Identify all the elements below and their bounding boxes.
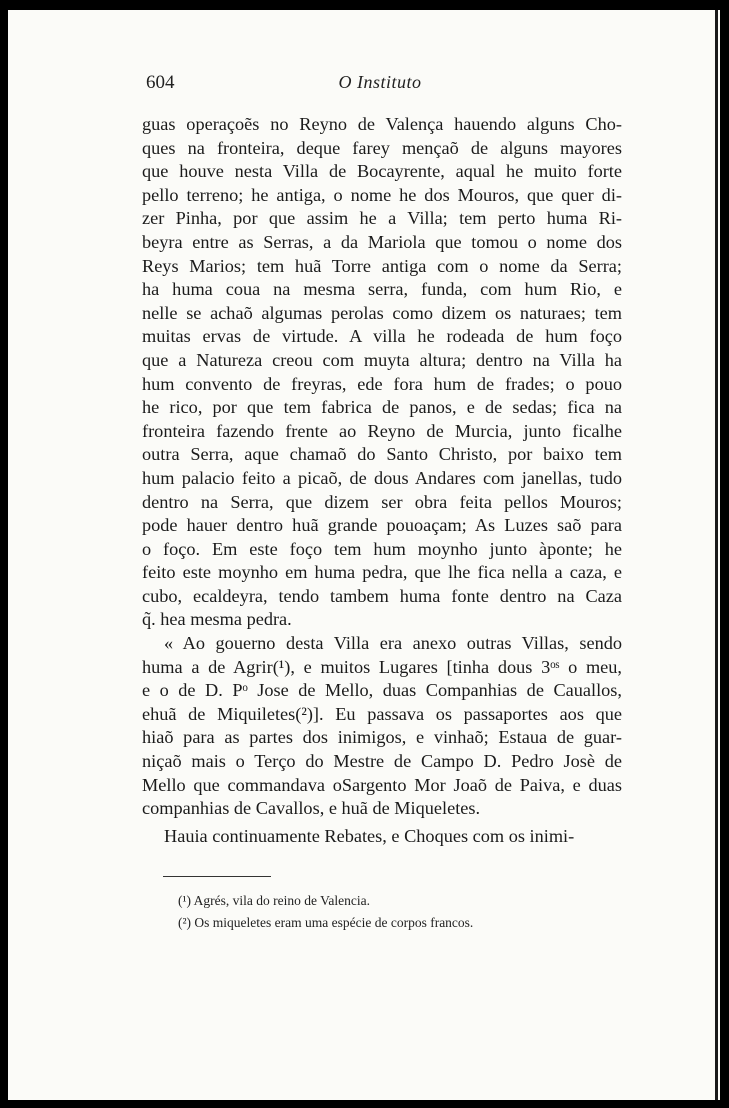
text-line: Mello que commandava oSargento Mor Joaõ de Paiva, e duas	[142, 774, 622, 795]
running-title: O Instituto	[338, 72, 422, 92]
text-line: ehuã de Miquiletes(²)]. Eu passava os passaportes aos que	[142, 703, 622, 724]
text-line: niçaõ mais o Terço do Mestre de Campo D. Pedro Josè de	[142, 751, 622, 772]
text-line: cubo, ecaldeyra, tendo tambem huma fonte dentro na Caza	[142, 585, 622, 606]
text-line: fronteira fazendo frente ao Reyno de Murcia, junto ficalhe	[142, 420, 622, 441]
text-line: huma a de Agrir(¹), e muitos Lugares [tinha dous 3ᵒˢ o meu,	[142, 656, 622, 677]
text-line: Hauia continuamente Rebates, e Choques com os inimi-	[164, 825, 575, 846]
text-line: que a Natureza creou com muyta altura; dentro na Villa ha	[142, 349, 622, 370]
text-line: feito este moynho em huma pedra, que lhe fica nella a caza, e	[142, 562, 622, 583]
text-line: ques na fronteira, deque farey mençaõ de alguns mayores	[142, 137, 622, 158]
footnote: (¹) Agrés, vila do reino de Valencia.	[178, 893, 370, 908]
body-text	[142, 113, 622, 848]
text-line: nelle se achaõ algumas perolas como dizem os naturaes; tem	[142, 302, 622, 323]
text-line: outra Serra, aque chamaõ do Santo Christo, por baixo tem	[142, 444, 622, 465]
text-line: dentro na Serra, que dizem ser obra feita pellos Mouros;	[142, 491, 622, 512]
text-line: beyra entre as Serras, a da Mariola que tomou o nome dos	[142, 231, 622, 252]
text-line: e o de D. Pᵒ Jose de Mello, duas Companhias de Cauallos,	[142, 680, 622, 701]
page-edge-shadow	[715, 10, 718, 1100]
text-line: zer Pinha, por que assim he a Villa; tem perto huma Ri-	[142, 208, 622, 229]
text-line: « Ao gouerno desta Villa era anexo outras Villas, sendo	[164, 633, 622, 654]
text-line: he rico, por que tem fabrica de panos, e de sedas; fica na	[142, 397, 622, 418]
footnote: (²) Os miqueletes eram uma espécie de corpos francos.	[178, 915, 474, 930]
text-line: muitas ervas de virtude. A villa he rodeada de hum foço	[142, 326, 622, 347]
text-line: q̃. hea mesma pedra.	[142, 609, 292, 630]
text-line: hum palacio feito a picaõ, de dous Andares com janellas, tudo	[142, 467, 622, 488]
running-header	[140, 72, 620, 98]
page-number: 604	[146, 72, 175, 93]
text-line: Reys Marios; tem huã Torre antiga com o nome da Serra;	[142, 255, 622, 276]
footnotes	[178, 890, 618, 934]
text-line: ha huma coua na mesma serra, funda, com hum Rio, e	[142, 279, 622, 300]
text-line: pode hauer dentro huã grande pouoaçam; As Luzes saõ para	[142, 515, 622, 536]
footnote-rule	[163, 876, 271, 877]
text-line: hum convento de freyras, ede fora hum de frades; o pouo	[142, 373, 622, 394]
text-line: o foço. Em este foço tem hum moynho junto àponte; he	[142, 538, 622, 559]
text-line: que houve nesta Villa de Bocayrente, aqual he muito forte	[142, 161, 622, 182]
text-line: guas operaçoẽs no Reyno de Valença hauendo alguns Cho-	[142, 114, 622, 134]
text-line: hiaõ para as partes dos inimigos, e vinhaõ; Estaua de guar-	[142, 727, 622, 748]
text-line: companhias de Cavallos, e huã de Miqueletes.	[142, 798, 481, 819]
text-line: pello terreno; he antiga, o nome he dos Mouros, que quer di-	[142, 184, 622, 205]
